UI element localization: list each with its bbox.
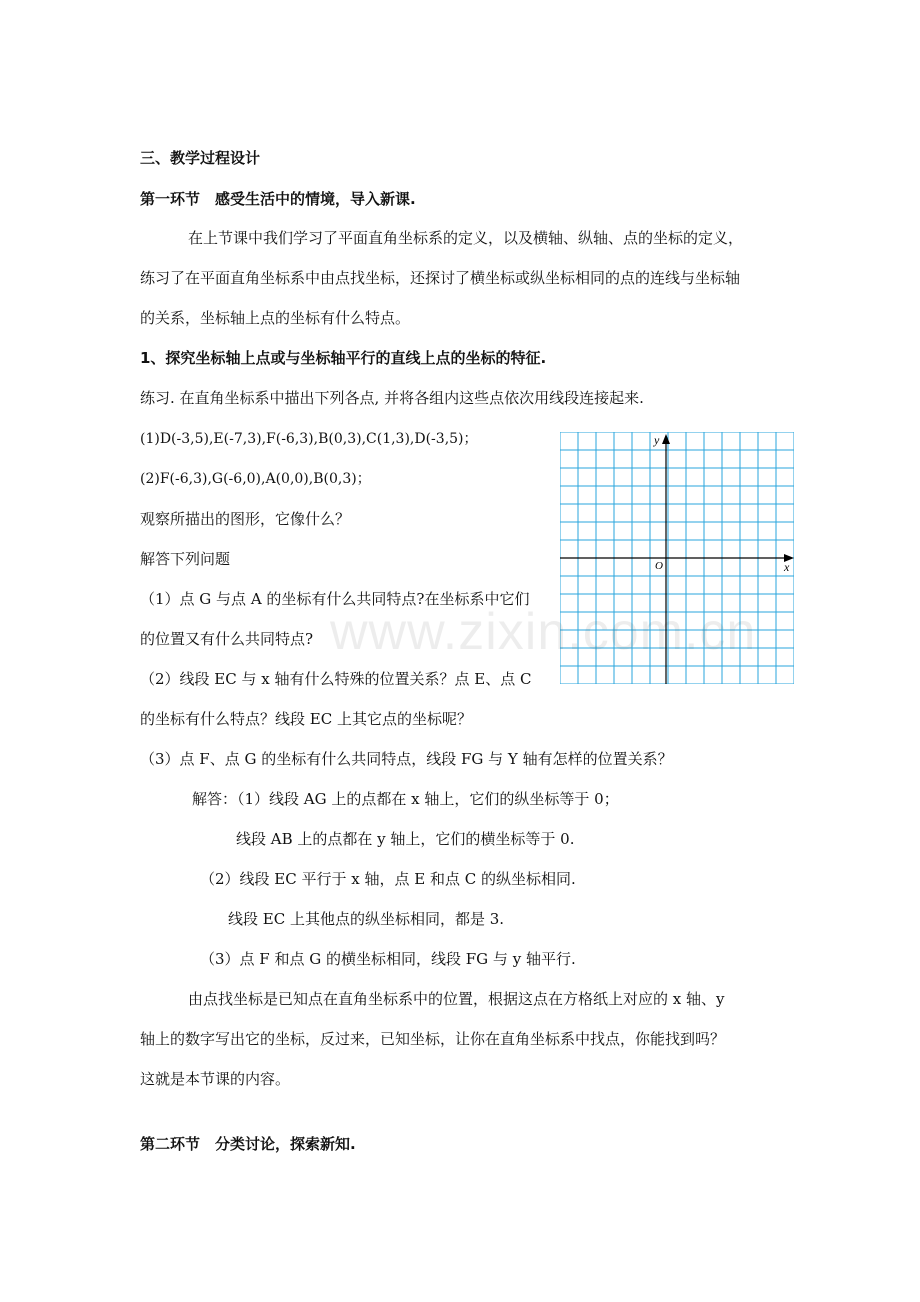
section-heading: 三、教学过程设计 <box>140 149 261 167</box>
x-axis-label: x <box>784 560 790 574</box>
intro-line-1: 在上节课中我们学习了平面直角坐标系的定义，以及横轴、纵轴、点的坐标的定义， <box>188 229 744 247</box>
conclusion-line-2: 轴上的数字写出它的坐标，反过来，已知坐标，让你在直角坐标系中找点，你能找到吗？ <box>140 1030 726 1048</box>
observe-question: 观察所描出的图形，它像什么？ <box>140 510 351 528</box>
topic1-heading: 1、探究坐标轴上点或与坐标轴平行的直线上点的坐标的特征. <box>140 349 547 367</box>
conclusion-line-3: 这就是本节课的内容。 <box>140 1070 291 1088</box>
answer-1a: 解答：（1）线段 AG 上的点都在 x 轴上，它们的纵坐标等于 0； <box>192 790 619 808</box>
intro-line-2: 练习了在平面直角坐标系中由点找坐标，还探讨了横坐标或纵坐标相同的点的连线与坐标轴 <box>140 269 741 287</box>
exercise-intro: 练习. 在直角坐标系中描出下列各点, 并将各组内这些点依次用线段连接起来. <box>140 389 644 407</box>
answer-prompt: 解答下列问题 <box>140 550 231 568</box>
answer-2a: （2）线段 EC 平行于 x 轴，点 E 和点 C 的纵坐标相同. <box>200 870 576 888</box>
y-axis-label: y <box>654 433 660 447</box>
origin-label: O <box>655 560 663 572</box>
stage1-heading: 第一环节 感受生活中的情境，导入新课. <box>140 190 416 208</box>
intro-line-3: 的关系，坐标轴上点的坐标有什么特点。 <box>140 309 411 327</box>
question-3: （3）点 F、点 G 的坐标有什么共同特点，线段 FG 与 Y 轴有怎样的位置关系？ <box>140 750 673 768</box>
y-axis-arrow-icon <box>662 434 670 444</box>
point-group-2: (2)F(-6,3),G(-6,0),A(0,0),B(0,3)； <box>140 471 371 487</box>
point-group-1: (1)D(-3,5),E(-7,3),F(-6,3),B(0,3),C(1,3),D(-3,5)； <box>140 431 478 447</box>
conclusion-line-1: 由点找坐标是已知点在直角坐标系中的位置，根据这点在方格纸上对应的 x 轴、y <box>188 990 725 1008</box>
stage2-heading: 第二环节 分类讨论，探索新知. <box>140 1135 356 1153</box>
answer-2b: 线段 EC 上其他点的纵坐标相同，都是 3. <box>228 910 505 928</box>
question-2-line-1: （2）线段 EC 与 x 轴有什么特殊的位置关系？点 E、点 C <box>140 670 532 688</box>
watermark: www.zixin.com.cn <box>330 603 757 661</box>
answer-3: （3）点 F 和点 G 的横坐标相同，线段 FG 与 y 轴平行. <box>200 950 576 968</box>
question-2-line-2: 的坐标有什么特点？线段 EC 上其它点的坐标呢？ <box>140 710 472 728</box>
answer-1b: 线段 AB 上的点都在 y 轴上，它们的横坐标等于 0. <box>236 830 575 848</box>
question-1-line-2: 的位置又有什么共同特点? <box>140 630 314 648</box>
question-1-line-1: （1）点 G 与点 A 的坐标有什么共同特点?在坐标系中它们 <box>140 590 530 608</box>
